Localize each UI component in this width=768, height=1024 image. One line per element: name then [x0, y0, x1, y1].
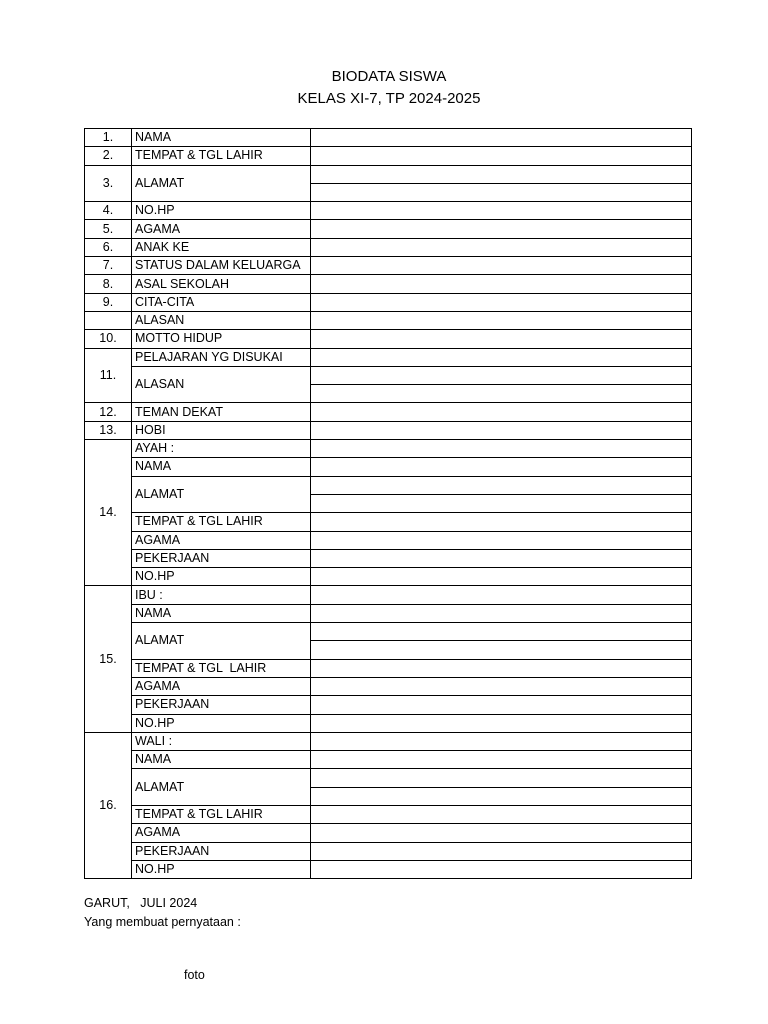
- field-label: ANAK KE: [132, 238, 311, 256]
- row-number: 6.: [85, 238, 132, 256]
- row-number: 7.: [85, 257, 132, 275]
- table-row: [85, 732, 692, 750]
- field-label: NAMA: [132, 458, 311, 476]
- answer-field[interactable]: [311, 494, 692, 512]
- row-number: 1.: [85, 129, 132, 147]
- table-row: [85, 458, 692, 476]
- answer-field[interactable]: [311, 623, 692, 641]
- table-row: [85, 366, 692, 384]
- field-label: ALASAN: [132, 311, 311, 329]
- answer-field[interactable]: [311, 824, 692, 842]
- answer-field[interactable]: [311, 330, 692, 348]
- table-row: [85, 275, 692, 293]
- answer-field[interactable]: [311, 220, 692, 238]
- answer-field[interactable]: [311, 165, 692, 183]
- answer-field[interactable]: [311, 586, 692, 604]
- place-date: GARUT, JULI 2024: [84, 896, 198, 910]
- table-row: [85, 220, 692, 238]
- answer-field[interactable]: [311, 129, 692, 147]
- field-label: TEMPAT & TGL LAHIR: [132, 805, 311, 823]
- answer-field[interactable]: [311, 659, 692, 677]
- table-row: [85, 238, 692, 256]
- answer-field[interactable]: [311, 696, 692, 714]
- answer-field[interactable]: [311, 769, 692, 787]
- table-row: [85, 586, 692, 604]
- answer-field[interactable]: [311, 440, 692, 458]
- field-label: AGAMA: [132, 824, 311, 842]
- row-number: 2.: [85, 147, 132, 165]
- row-number: 10.: [85, 330, 132, 348]
- table-row: [85, 860, 692, 878]
- table-row: [85, 311, 692, 329]
- field-label: AYAH :: [132, 440, 311, 458]
- row-number: 8.: [85, 275, 132, 293]
- table-row: [85, 440, 692, 458]
- answer-field[interactable]: [311, 751, 692, 769]
- field-label: HOBI: [132, 421, 311, 439]
- table-row: [85, 531, 692, 549]
- field-label: NO.HP: [132, 568, 311, 586]
- field-label: STATUS DALAM KELUARGA: [132, 257, 311, 275]
- field-label: TEMPAT & TGL LAHIR: [132, 147, 311, 165]
- answer-field[interactable]: [311, 257, 692, 275]
- row-number-empty: [85, 311, 132, 329]
- answer-field[interactable]: [311, 202, 692, 220]
- biodata-table: [84, 128, 692, 879]
- table-row: [85, 202, 692, 220]
- row-number: 9.: [85, 293, 132, 311]
- field-label: PELAJARAN YG DISUKAI: [132, 348, 311, 366]
- document-subtitle: KELAS XI-7, TP 2024-2025: [297, 90, 481, 107]
- statement-label: Yang membuat pernyataan :: [84, 915, 241, 929]
- answer-field[interactable]: [311, 348, 692, 366]
- field-label: ALASAN: [132, 366, 311, 403]
- field-label: TEMPAT & TGL LAHIR: [132, 513, 311, 531]
- table-row: [85, 549, 692, 567]
- field-label: AGAMA: [132, 220, 311, 238]
- table-row: [85, 696, 692, 714]
- table-row: [85, 805, 692, 823]
- document-title: BIODATA SISWA: [331, 68, 447, 85]
- table-row: [85, 568, 692, 586]
- answer-field[interactable]: [311, 714, 692, 732]
- answer-field[interactable]: [311, 549, 692, 567]
- answer-field[interactable]: [311, 805, 692, 823]
- row-number: 15.: [85, 586, 132, 732]
- answer-field[interactable]: [311, 842, 692, 860]
- row-number: 13.: [85, 421, 132, 439]
- table-row: [85, 257, 692, 275]
- field-label: ALAMAT: [132, 476, 311, 513]
- field-label: AGAMA: [132, 677, 311, 695]
- answer-field[interactable]: [311, 458, 692, 476]
- answer-field[interactable]: [311, 183, 692, 201]
- answer-field[interactable]: [311, 641, 692, 659]
- answer-field[interactable]: [311, 787, 692, 805]
- table-row: [85, 751, 692, 769]
- row-number: 12.: [85, 403, 132, 421]
- table-row: [85, 476, 692, 494]
- row-number: 16.: [85, 732, 132, 878]
- field-label: PEKERJAAN: [132, 696, 311, 714]
- answer-field[interactable]: [311, 385, 692, 403]
- answer-field[interactable]: [311, 604, 692, 622]
- row-number: 11.: [85, 348, 132, 403]
- table-row: [85, 421, 692, 439]
- table-row: [85, 147, 692, 165]
- field-label: ALAMAT: [132, 769, 311, 806]
- answer-field[interactable]: [311, 147, 692, 165]
- answer-field[interactable]: [311, 476, 692, 494]
- field-label: NAMA: [132, 751, 311, 769]
- answer-field[interactable]: [311, 275, 692, 293]
- answer-field[interactable]: [311, 403, 692, 421]
- field-label: TEMPAT & TGL LAHIR: [132, 659, 311, 677]
- row-number: 5.: [85, 220, 132, 238]
- table-row: [85, 677, 692, 695]
- field-label: ALAMAT: [132, 623, 311, 660]
- field-label: PEKERJAAN: [132, 549, 311, 567]
- answer-field[interactable]: [311, 513, 692, 531]
- field-label: CITA-CITA: [132, 293, 311, 311]
- row-number: 3.: [85, 165, 132, 202]
- table-row: [85, 348, 692, 366]
- table-row: [85, 623, 692, 641]
- field-label: NO.HP: [132, 714, 311, 732]
- field-label: WALI :: [132, 732, 311, 750]
- answer-field[interactable]: [311, 568, 692, 586]
- answer-field[interactable]: [311, 311, 692, 329]
- table-row: [85, 330, 692, 348]
- answer-field[interactable]: [311, 421, 692, 439]
- table-row: [85, 293, 692, 311]
- field-label: NO.HP: [132, 202, 311, 220]
- table-row: [85, 824, 692, 842]
- table-row: [85, 659, 692, 677]
- field-label: NAMA: [132, 604, 311, 622]
- answer-field[interactable]: [311, 238, 692, 256]
- table-row: [85, 129, 692, 147]
- field-label: IBU :: [132, 586, 311, 604]
- table-row: [85, 769, 692, 787]
- answer-field[interactable]: [311, 677, 692, 695]
- table-row: [85, 165, 692, 183]
- table-row: [85, 714, 692, 732]
- answer-field[interactable]: [311, 860, 692, 878]
- answer-field[interactable]: [311, 293, 692, 311]
- answer-field[interactable]: [311, 366, 692, 384]
- answer-field[interactable]: [311, 732, 692, 750]
- field-label: PEKERJAAN: [132, 842, 311, 860]
- table-row: [85, 604, 692, 622]
- field-label: ALAMAT: [132, 165, 311, 202]
- answer-field[interactable]: [311, 531, 692, 549]
- field-label: MOTTO HIDUP: [132, 330, 311, 348]
- field-label: AGAMA: [132, 531, 311, 549]
- field-label: TEMAN DEKAT: [132, 403, 311, 421]
- field-label: NAMA: [132, 129, 311, 147]
- row-number: 4.: [85, 202, 132, 220]
- photo-label: foto: [184, 968, 205, 982]
- table-row: [85, 513, 692, 531]
- field-label: NO.HP: [132, 860, 311, 878]
- table-row: [85, 842, 692, 860]
- table-row: [85, 403, 692, 421]
- field-label: ASAL SEKOLAH: [132, 275, 311, 293]
- row-number: 14.: [85, 440, 132, 586]
